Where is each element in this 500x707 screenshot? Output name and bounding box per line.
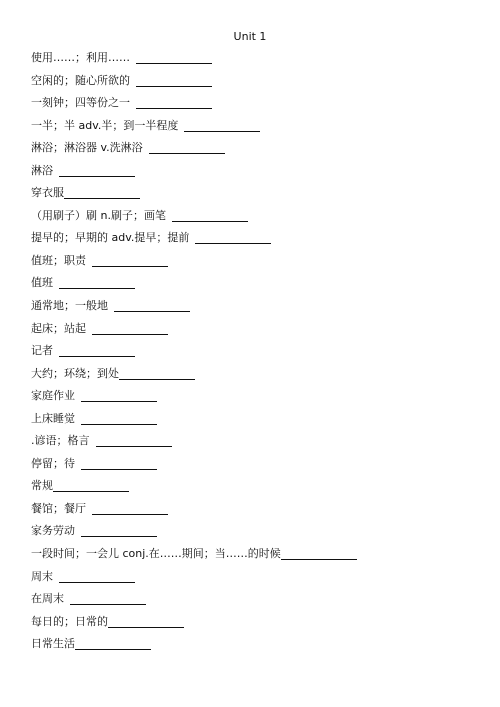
vocab-prompt: 记者 [31, 344, 53, 358]
vocab-item [31, 96, 491, 119]
vocab-prompt: 大约；环绕；到处 [31, 366, 119, 380]
vocab-item [31, 74, 491, 97]
vocab-item [31, 231, 491, 254]
answer-blank[interactable] [172, 209, 248, 222]
answer-blank[interactable] [92, 322, 168, 335]
answer-blank[interactable] [59, 164, 135, 177]
answer-blank[interactable] [149, 141, 225, 154]
vocab-item [31, 119, 491, 142]
page-title: Unit 1 [233, 30, 267, 43]
vocab-prompt: 周末 [31, 569, 53, 583]
vocab-prompt: 提早的；早期的 adv.提早；提前 [31, 231, 190, 245]
vocab-prompt: 家务劳动 [31, 524, 75, 538]
vocab-prompt: 值班 [31, 276, 53, 290]
answer-blank[interactable] [75, 637, 151, 650]
answer-blank[interactable] [119, 367, 195, 380]
answer-blank[interactable] [136, 96, 212, 109]
vocab-item [31, 254, 491, 277]
vocab-prompt: 常规 [31, 479, 53, 493]
vocab-prompt: 通常地；一般地 [31, 299, 108, 313]
vocab-item [31, 479, 491, 502]
vocab-item [31, 524, 491, 547]
vocab-prompt: 值班；职责 [31, 253, 86, 267]
vocab-item [31, 412, 491, 435]
vocabulary-list [31, 51, 491, 660]
answer-blank[interactable] [96, 434, 172, 447]
answer-blank[interactable] [136, 51, 212, 64]
vocab-prompt: （用刷子）刷 n.刷子；画笔 [31, 208, 166, 222]
answer-blank[interactable] [136, 74, 212, 87]
vocab-prompt: 日常生活 [31, 637, 75, 651]
vocab-item [31, 344, 491, 367]
vocab-item [31, 186, 491, 209]
answer-blank[interactable] [195, 231, 271, 244]
vocab-prompt: 淋浴；淋浴器 v.洗淋浴 [31, 141, 143, 155]
vocab-item [31, 322, 491, 345]
answer-blank[interactable] [184, 119, 260, 132]
vocab-prompt: 一刻钟；四等份之一 [31, 96, 130, 110]
vocab-item [31, 615, 491, 638]
vocab-prompt: 一段时间；一会儿 conj.在……期间；当……的时候 [31, 547, 281, 561]
vocab-prompt: 淋浴 [31, 163, 53, 177]
vocab-item [31, 51, 491, 74]
vocab-prompt: .谚语；格言 [31, 434, 90, 448]
vocab-prompt: 起床；站起 [31, 321, 86, 335]
answer-blank[interactable] [59, 276, 135, 289]
answer-blank[interactable] [114, 299, 190, 312]
vocab-item [31, 209, 491, 232]
vocab-item [31, 502, 491, 525]
vocab-prompt: 家庭作业 [31, 389, 75, 403]
vocab-prompt: 停留；待 [31, 456, 75, 470]
vocab-item [31, 164, 491, 187]
answer-blank[interactable] [281, 547, 357, 560]
answer-blank[interactable] [81, 524, 157, 537]
vocab-prompt: 使用……；利用…… [31, 51, 130, 64]
vocab-item [31, 547, 491, 570]
answer-blank[interactable] [81, 457, 157, 470]
vocab-item [31, 141, 491, 164]
vocab-item [31, 457, 491, 480]
vocab-item [31, 299, 491, 322]
answer-blank[interactable] [92, 502, 168, 515]
vocab-item [31, 434, 491, 457]
answer-blank[interactable] [70, 592, 146, 605]
vocab-item [31, 367, 491, 390]
vocab-prompt: 餐馆；餐厅 [31, 501, 86, 515]
answer-blank[interactable] [92, 254, 168, 267]
answer-blank[interactable] [81, 389, 157, 402]
vocab-prompt: 在周末 [31, 592, 64, 606]
vocab-prompt: 每日的；日常的 [31, 614, 108, 628]
vocab-prompt: 一半；半 adv.半；到一半程度 [31, 118, 179, 132]
answer-blank[interactable] [64, 186, 140, 199]
vocab-item [31, 389, 491, 412]
vocab-item [31, 570, 491, 593]
answer-blank[interactable] [53, 479, 129, 492]
vocab-prompt: 上床睡觉 [31, 411, 75, 425]
vocab-prompt: 穿衣服 [31, 186, 64, 200]
vocab-prompt: 空闲的；随心所欲的 [31, 73, 130, 87]
vocab-item [31, 276, 491, 299]
answer-blank[interactable] [59, 344, 135, 357]
answer-blank[interactable] [59, 570, 135, 583]
vocab-item [31, 637, 491, 660]
answer-blank[interactable] [81, 412, 157, 425]
vocab-item [31, 592, 491, 615]
answer-blank[interactable] [108, 615, 184, 628]
